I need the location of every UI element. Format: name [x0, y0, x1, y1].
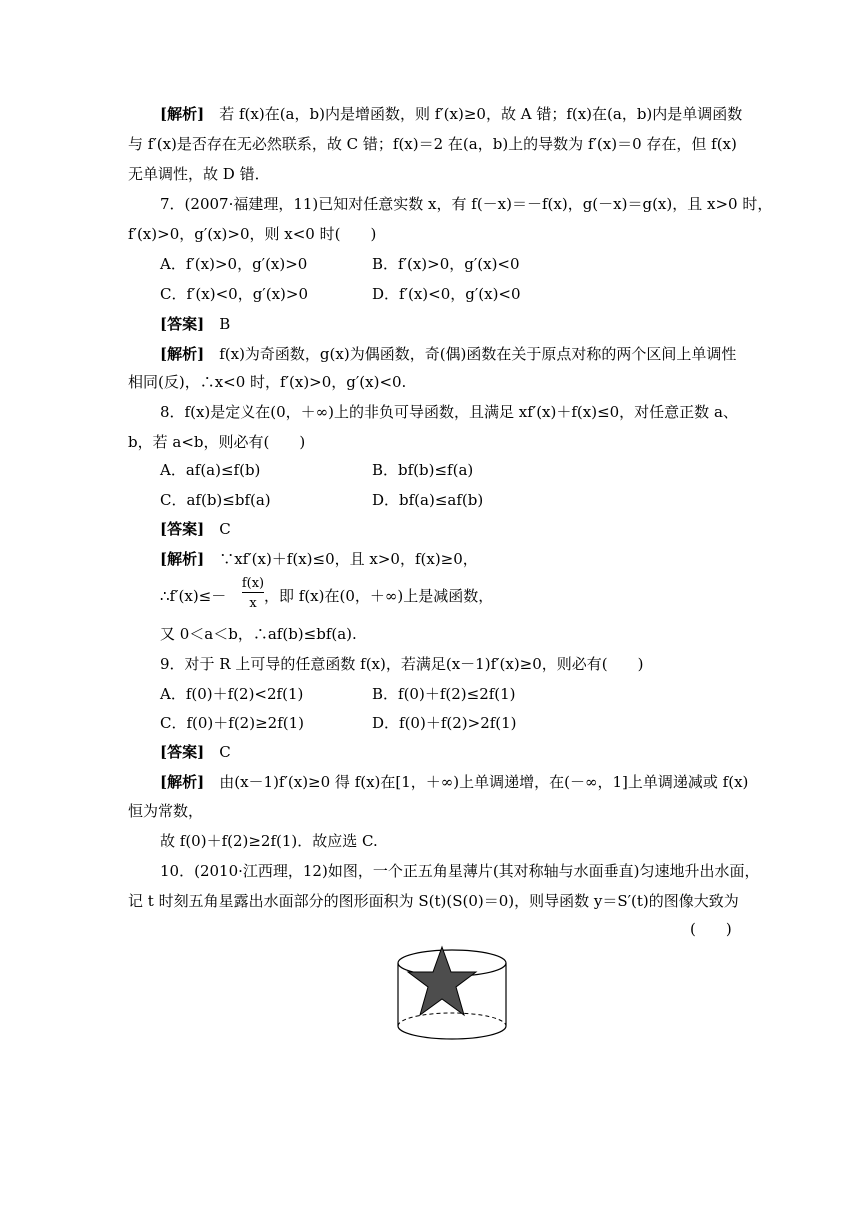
answer-tag: [答案] — [160, 315, 205, 333]
explanation-tag: [解析] — [160, 550, 205, 568]
explanation-text: 若 f(x)在(a，b)内是增函数，则 f′(x)≥0，故 A 错；f(x)在(a，b)内是单调函数 — [219, 105, 743, 123]
explanation-text: ∵xf′(x)＋f(x)≤0，且 x>0，f(x)≥0， — [219, 550, 478, 568]
option-d: D．bf(a)≤af(b) — [372, 491, 484, 509]
explanation-line: ∴f′(x)≤－ — [160, 587, 227, 605]
answer-value: B — [219, 315, 231, 333]
option-d: D．f′(x)<0，g′(x)<0 — [372, 285, 521, 303]
answer-value: C — [219, 520, 231, 538]
option-b: B．f′(x)>0，g′(x)<0 — [372, 255, 520, 273]
explanation-line — [160, 549, 478, 569]
explanation-line — [160, 104, 742, 124]
question-8-stem: 8．f(x)是定义在(0，＋∞)上的非负可导函数，且满足 xf′(x)＋f(x)≤0，对任意正数 a、 — [160, 403, 738, 421]
fraction-numerator: f(x) — [241, 576, 265, 591]
explanation-tag: [解析] — [160, 345, 205, 363]
answer-line — [160, 519, 231, 539]
explanation-line — [160, 772, 748, 792]
fraction-denominator: x — [249, 596, 257, 611]
cylinder-bottom-front — [398, 1026, 506, 1039]
explanation-tag: [解析] — [160, 773, 205, 791]
explanation-line: 恒为常数， — [128, 802, 204, 820]
answer-tag: [答案] — [160, 743, 205, 761]
answer-line — [160, 314, 230, 334]
question-10-stem: 10．(2010·江西理，12)如图，一个正五角星薄片(其对称轴与水面垂直)匀速地升出水面， — [160, 862, 760, 880]
explanation-line: ，即 f(x)在(0，＋∞)上是减函数， — [264, 587, 494, 605]
cylinder-bottom-back — [398, 1013, 506, 1026]
option-d: D．f(0)＋f(2)>2f(1) — [372, 714, 517, 732]
explanation-line: 与 f′(x)是否存在无必然联系，故 C 错；f(x)＝2 在(a，b)上的导数为 f′(x)＝0 存在，但 f(x) — [128, 135, 737, 153]
answer-blank: ( ) — [690, 920, 732, 938]
fraction-bar — [242, 592, 264, 593]
question-9-stem: 9．对于 R 上可导的任意函数 f(x)，若满足(x－1)f′(x)≥0，则必有( ) — [160, 655, 644, 673]
star-in-water-figure — [395, 943, 515, 1053]
explanation-line: 相同(反)，∴x<0 时，f′(x)>0，g′(x)<0. — [128, 373, 407, 391]
option-a: A．f(0)＋f(2)<2f(1) — [160, 685, 304, 703]
explanation-text: 由(x－1)f′(x)≥0 得 f(x)在[1，＋∞)上单调递增，在(－∞，1]上单调递减或 f(x) — [219, 773, 749, 791]
answer-value: C — [219, 743, 231, 761]
explanation-tag: [解析] — [160, 105, 205, 123]
question-7-stem: 7．(2007·福建理，11)已知对任意实数 x，有 f(－x)＝－f(x)，g(－x)＝g(x)，且 x>0 时， — [160, 195, 773, 213]
explanation-line — [160, 344, 736, 364]
explanation-text: f(x)为奇函数，g(x)为偶函数，奇(偶)函数在关于原点对称的两个区间上单调性 — [219, 345, 737, 363]
answer-tag: [答案] — [160, 520, 205, 538]
question-10-stem-cont: 记 t 时刻五角星露出水面部分的图形面积为 S(t)(S(0)＝0)，则导函数 y＝S′(t)的图像大致为 — [128, 892, 739, 910]
answer-line — [160, 742, 231, 762]
star-shape — [408, 947, 476, 1015]
option-a: A．af(a)≤f(b) — [160, 461, 261, 479]
explanation-line: 又 0＜a＜b，∴af(b)≤bf(a). — [160, 625, 357, 643]
option-b: B．f(0)＋f(2)≤2f(1) — [372, 685, 516, 703]
option-c: C．af(b)≤bf(a) — [160, 491, 271, 509]
explanation-line: 故 f(0)＋f(2)≥2f(1)．故应选 C. — [160, 832, 378, 850]
explanation-line: 无单调性，故 D 错． — [128, 165, 270, 183]
option-a: A．f′(x)>0，g′(x)>0 — [160, 255, 308, 273]
option-c: C．f′(x)<0，g′(x)>0 — [160, 285, 308, 303]
question-8-stem-cont: b，若 a<b，则必有( ) — [128, 433, 306, 451]
option-c: C．f(0)＋f(2)≥2f(1) — [160, 714, 304, 732]
option-b: B．bf(b)≤f(a) — [372, 461, 474, 479]
question-7-stem-cont: f′(x)>0，g′(x)>0，则 x<0 时( ) — [128, 225, 377, 243]
